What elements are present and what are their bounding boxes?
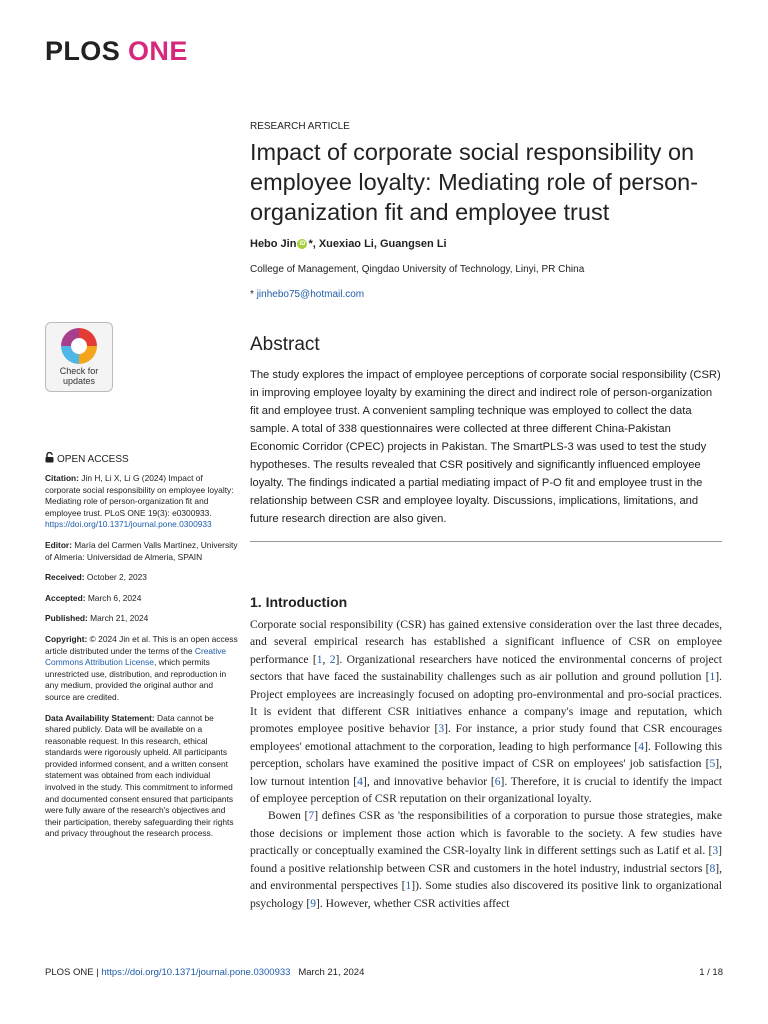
citation [45, 473, 240, 531]
paragraph-text: ]). Some studies also discovered its positive link to organizational psychology [ [250, 879, 722, 910]
reference-link[interactable]: 9 [310, 896, 317, 910]
author-first: Hebo Jin [250, 238, 297, 250]
data-availability [45, 713, 240, 841]
check-for-updates-badge[interactable] [45, 322, 113, 392]
footer-journal: PLOS ONE | [45, 967, 102, 978]
author-rest: , Xuexiao Li, Guangsen Li [312, 238, 447, 250]
intro-body [250, 616, 722, 912]
copyright [45, 634, 240, 704]
published-date [45, 613, 240, 625]
reference-link[interactable]: 1 [709, 670, 716, 684]
badge-line-2: updates [62, 376, 96, 386]
paragraph-text: Corporate social responsibility (CSR) has gained extensive consideration over the last three decades, and several empirical research has established a significant influence of CSR on employee performance [ [250, 618, 722, 666]
copyright-text-1: © 2024 Jin et al. This is an open access article distributed under the terms of the [45, 633, 238, 656]
reference-link[interactable]: 4 [638, 739, 645, 753]
paragraph-text: ]. For instance, a prior study found that CSR encourages employees' emotional attachment to the corporation, leading to high performance [ [250, 722, 722, 753]
intro-paragraph-2 [250, 807, 722, 911]
intro-heading: 1. Introduction [250, 594, 348, 610]
paragraph-text: , [322, 652, 330, 666]
email-star: * [250, 289, 254, 300]
crossmark-icon [61, 328, 97, 364]
paragraph-text: ] found a positive relationship between CSR and customers in the hotel industry, industrial sectors [ [250, 844, 722, 875]
editor-text: María del Carmen Valls Martínez, University of Almeria: Universidad de Almeria, SPAIN [45, 539, 238, 562]
abstract-heading: Abstract [250, 334, 320, 355]
corresponding-marker: * [308, 238, 313, 250]
logo-one: ONE [128, 36, 188, 66]
copyright-text-2: , which permits unrestricted use, distribution, and reproduction in any medium, provided the original author and source are credited. [45, 657, 227, 702]
paragraph-text: ]. Organizational researchers have noticed the environmental concerns of project sectors that have faced the sustainability challenges such as air pollution and ground pollution [ [250, 652, 723, 684]
accepted-text: March 6, 2024 [85, 592, 142, 603]
received-text: October 2, 2023 [84, 572, 147, 583]
article-info-sidebar [45, 473, 240, 849]
reference-link[interactable]: 2 [329, 652, 336, 666]
citation-text: Jin H, Li X, Li G (2024) Impact of corporate social responsibility on employee loyalty: Mediating role of person-organization fit and employee trust. PLoS ONE 19(3): e0300933. [45, 473, 234, 518]
open-access-label: OPEN ACCESS [57, 454, 129, 465]
orcid-icon[interactable]: iD [299, 241, 306, 248]
citation-doi-link[interactable]: https://doi.org/10.1371/journal.pone.0300933 [45, 519, 212, 530]
reference-link[interactable]: 4 [357, 774, 363, 788]
affiliation: College of Management, Qingdao University of Technology, Linyi, PR China [250, 264, 585, 275]
footer-date: March 21, 2024 [290, 967, 365, 978]
paragraph-text: ]. However, whether CSR activities affect [316, 896, 510, 910]
paragraph-text: ]. Project employees are increasingly focused on adopting pro-environmental and pro-social practices. It is evident that different CSR initiatives enhance a company's image and reputation, which promotes employee positive behavior [ [250, 670, 722, 736]
editor-label: Editor: [45, 539, 72, 550]
corresponding-email [250, 289, 364, 300]
license-link[interactable]: Creative Commons Attribution License [45, 645, 227, 668]
email-link[interactable]: jinhebo75@hotmail.com [256, 289, 365, 300]
paragraph-text: ], and innovative behavior [ [362, 774, 495, 788]
accepted-label: Accepted: [45, 592, 86, 603]
section-divider [250, 541, 722, 542]
article-type: RESEARCH ARTICLE [250, 121, 350, 132]
page-footer [45, 967, 364, 978]
reference-link[interactable]: 5 [709, 757, 716, 771]
paragraph-text: Bowen [ [268, 809, 309, 823]
article-title: Impact of corporate social responsibility on employee loyalty: Mediating role of person-organization fit and employee trust [250, 139, 699, 225]
open-access [45, 452, 129, 465]
citation-label: Citation: [45, 473, 79, 483]
journal-logo [45, 36, 188, 67]
received-label: Received: [45, 572, 85, 583]
data-availability-label: Data Availability Statement: [45, 712, 155, 723]
page-number: 1 / 18 [699, 967, 723, 978]
intro-paragraph-1 [250, 616, 722, 807]
reference-link[interactable]: 1 [316, 652, 323, 666]
paragraph-text: ], and environmental perspectives [ [250, 861, 722, 893]
paragraph-text: ]. Following this perception, scholars have examined the positive impact of CSR on employees' job satisfaction [ [250, 739, 722, 771]
published-label: Published: [45, 613, 88, 624]
logo-plos: PLOS [45, 36, 121, 66]
reference-link[interactable]: 7 [308, 809, 315, 823]
paragraph-text: ]. Therefore, it is crucial to identify the impact of employee perception of CSR reputation on their organizational loyalty. [250, 774, 722, 806]
reference-link[interactable]: 6 [494, 774, 501, 788]
accepted-date [45, 593, 240, 605]
paragraph-text: ] defines CSR as 'the responsibilities of a corporation to pursue those strategies, make those decisions or implement those action which is favorable to the society. A few studies have practically or conceptually examined the CSR-loyalty link in different settings such as Latif et al. [ [250, 809, 722, 858]
published-text: March 21, 2024 [87, 613, 149, 624]
data-availability-text: Data cannot be shared publicly. Data will be available on a reasonable request. In this research, ethical standards were rigorously upheld. All participants provided informed consent, and a written consent statement was obtained from each individual involved in the study. This commitment to informed and documented consent ensured that participants were fully aware of the research's objectives and their participation, thereby safeguarding their rights and privacy throughout the research process. [45, 712, 234, 839]
paragraph-text: ], low turnout intention [ [250, 757, 722, 788]
copyright-label: Copyright: [45, 633, 88, 644]
abstract-text: The study explores the impact of employee perceptions of corporate social responsibility (CSR) in improving employee loyalty by examining the direct and indirect role of person-organization fit and employee trust. A convenient sampling technique was employed to collect the data sample. A total of 338 questionnaires were collected at three different China-Pakistan Economic Corridor (CPEC) projects in Pakistan. The SmartPLS-3 was used to test the study hypotheses. The results revealed that CSR positively and significantly influenced employee loyalty. The findings indicated a partial mediating impact of P-O fit and employee trust in the relationship between CSR and employee loyalty. Discussions, implications, limitations, and future research direction are also given. [250, 369, 721, 525]
open-lock-icon [45, 452, 54, 463]
badge-line-1: Check for [59, 366, 99, 376]
received-date [45, 572, 240, 584]
editor [45, 540, 240, 563]
reference-link[interactable]: 1 [405, 879, 412, 893]
reference-link[interactable]: 3 [438, 722, 445, 736]
author-list [250, 238, 447, 250]
footer-doi-link[interactable]: https://doi.org/10.1371/journal.pone.0300933 [101, 967, 291, 978]
reference-link[interactable]: 3 [712, 844, 719, 858]
reference-link[interactable]: 8 [709, 861, 716, 875]
